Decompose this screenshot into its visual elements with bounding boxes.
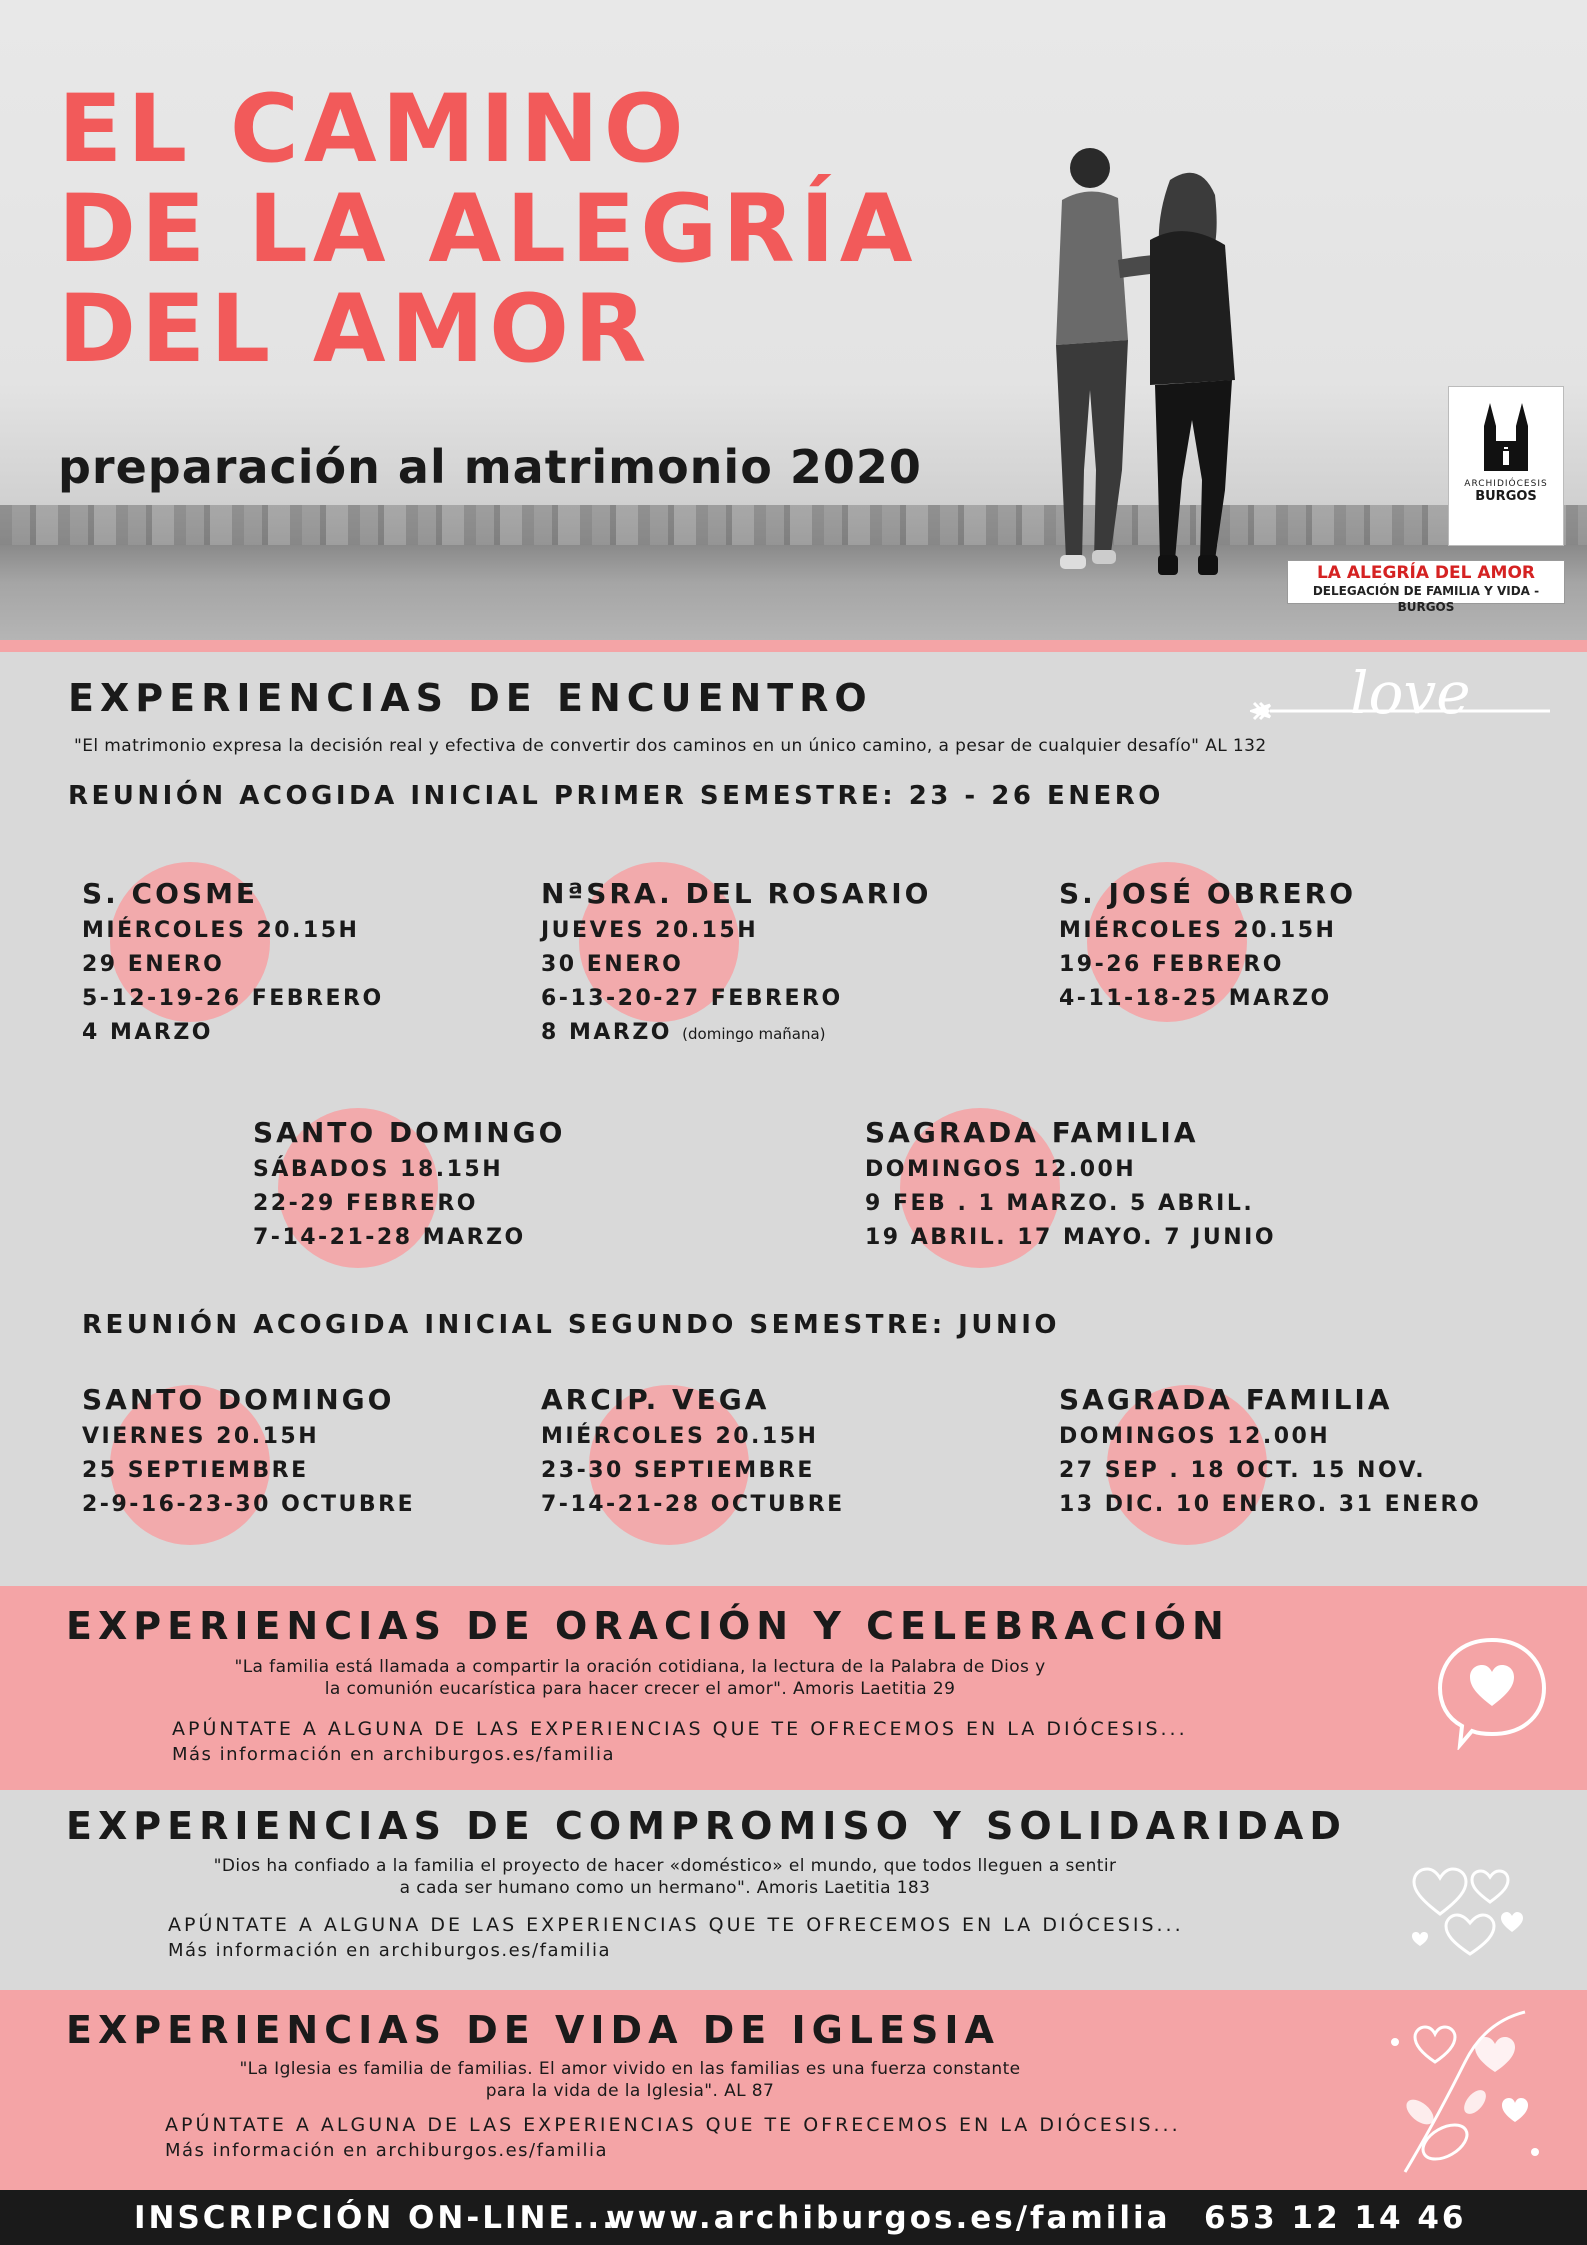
title-line-1: EL CAMINO [58, 75, 689, 184]
parish-line: 6-13-20-27 FEBRERO [541, 986, 843, 1011]
archdiocese-logo [1448, 386, 1564, 546]
parish-line: MIÉRCOLES 20.15H [82, 918, 360, 943]
love-word: love [1350, 659, 1471, 727]
quote-line: "Dios ha confiado a la familia el proyecto de hacer «doméstico» el mundo, que todos lleguen a sentir [213, 1856, 1117, 1876]
oracion-apuntate: APÚNTATE A ALGUNA DE LAS EXPERIENCIAS QUE TE OFRECEMOS EN LA DIÓCESIS... [172, 1718, 1188, 1740]
hero-photo [0, 0, 1587, 640]
quote-line: "La Iglesia es familia de familias. El amor vivido en las familias es una fuerza constante [239, 2059, 1021, 2079]
parish-name: SAGRADA FAMILIA [1059, 1383, 1393, 1416]
logo-small-text: ARCHIDIÓCESIS [1464, 479, 1548, 489]
parish-santo-domingo-1 [253, 1113, 565, 1255]
parish-name: SANTO DOMINGO [82, 1383, 395, 1416]
quote-line: la comunión eucarística para hacer crecer el amor". Amoris Laetitia 29 [324, 1679, 956, 1699]
floral-hearts-icon [1375, 2002, 1555, 2182]
parish-line: 23-30 SEPTIEMBRE [541, 1458, 815, 1483]
parish-line: MIÉRCOLES 20.15H [541, 1424, 819, 1449]
cathedral-icon [1476, 401, 1536, 471]
parish-name: S. JOSÉ OBRERO [1059, 877, 1357, 910]
parish-sagrada-familia-1 [865, 1113, 1276, 1255]
oracion-band [0, 1586, 1587, 1790]
parish-line: 4-11-18-25 MARZO [1059, 986, 1332, 1011]
love-arrow-icon [1250, 655, 1550, 735]
iglesia-title: EXPERIENCIAS DE VIDA DE IGLESIA [66, 2008, 1000, 2052]
delegation-line-1: LA ALEGRÍA DEL AMOR [1316, 563, 1536, 583]
compromiso-band [0, 1790, 1587, 1990]
oracion-title: EXPERIENCIAS DE ORACIÓN Y CELEBRACIÓN [66, 1604, 1230, 1648]
parish-line: JUEVES 20.15H [541, 918, 759, 943]
heart-speech-bubble-icon [1432, 1630, 1552, 1750]
quote-line: para la vida de la Iglesia". AL 87 [485, 2081, 775, 2101]
title-line-2: DE LA ALEGRÍA [58, 175, 918, 284]
parish-line: 9 FEB . 1 MARZO. 5 ABRIL. [865, 1191, 1255, 1216]
iglesia-quote [95, 2058, 1165, 2102]
parish-s-cosme [82, 874, 384, 1050]
quote-line: a cada ser humano como un hermano". Amoris Laetitia 183 [399, 1878, 931, 1898]
encuentro-title: EXPERIENCIAS DE ENCUENTRO [68, 676, 873, 720]
parish-line: SÁBADOS 18.15H [253, 1157, 504, 1182]
parish-line: 27 SEP . 18 OCT. 15 NOV. [1059, 1458, 1427, 1483]
parish-line: 29 ENERO [82, 952, 225, 977]
parish-name: S. COSME [82, 877, 259, 910]
hero-title [58, 75, 918, 384]
parish-line: 30 ENERO [541, 952, 684, 977]
second-semester-heading: REUNIÓN ACOGIDA INICIAL SEGUNDO SEMESTRE: JUNIO [82, 1310, 1060, 1340]
parish-line: 2-9-16-23-30 OCTUBRE [82, 1492, 416, 1517]
iglesia-apuntate: APÚNTATE A ALGUNA DE LAS EXPERIENCIAS QUE TE OFRECEMOS EN LA DIÓCESIS... [165, 2114, 1181, 2136]
parish-note: (domingo mañana) [682, 1025, 826, 1043]
quote-line: "La familia está llamada a compartir la oración cotidiana, la lectura de la Palabra de Dios y [234, 1657, 1046, 1677]
parish-line: 5-12-19-26 FEBRERO [82, 986, 384, 1011]
parish-name: ARCIP. VEGA [541, 1383, 770, 1416]
parish-line: 25 SEPTIEMBRE [82, 1458, 309, 1483]
compromiso-title: EXPERIENCIAS DE COMPROMISO Y SOLIDARIDAD [66, 1804, 1347, 1848]
iglesia-mas-info: Más información en archiburgos.es/familia [165, 2140, 609, 2161]
parish-sagrada-familia-2 [1059, 1380, 1481, 1522]
parish-line: 19 ABRIL. 17 MAYO. 7 JUNIO [865, 1225, 1277, 1250]
parish-line: 22-29 FEBRERO [253, 1191, 478, 1216]
compromiso-mas-info: Más información en archiburgos.es/familia [168, 1940, 612, 1961]
compromiso-apuntate: APÚNTATE A ALGUNA DE LAS EXPERIENCIAS QUE TE OFRECEMOS EN LA DIÓCESIS... [168, 1914, 1184, 1936]
encuentro-quote: "El matrimonio expresa la decisión real y efectiva de convertir dos caminos en un único camino, a pesar de cualquier desafío" AL 132 [74, 736, 1267, 756]
horizon-treeline [0, 505, 1587, 545]
parish-line: VIERNES 20.15H [82, 1424, 320, 1449]
oracion-mas-info: Más información en archiburgos.es/familia [172, 1744, 616, 1765]
parish-line: DOMINGOS 12.00H [865, 1157, 1137, 1182]
iglesia-band [0, 1990, 1587, 2190]
parish-line: 19-26 FEBRERO [1059, 952, 1284, 977]
parish-line [541, 1016, 931, 1051]
hero-subtitle: preparación al matrimonio 2020 [58, 440, 922, 494]
compromiso-quote [95, 1855, 1235, 1899]
footer-phone[interactable]: 653 12 14 46 [1204, 2200, 1467, 2236]
delegation-line-2: DELEGACIÓN DE FAMILIA Y VIDA - BURGOS [1312, 584, 1540, 614]
footer-inscripcion: INSCRIPCIÓN ON-LINE... [134, 2200, 617, 2236]
parish-line: 7-14-21-28 MARZO [253, 1225, 526, 1250]
parish-name: SAGRADA FAMILIA [865, 1116, 1199, 1149]
parish-s-jose-obrero [1059, 874, 1356, 1016]
parish-name: NªSRA. DEL ROSARIO [541, 877, 932, 910]
couple-walking-photo [1010, 140, 1270, 600]
footer [0, 2190, 1587, 2245]
footer-url-link[interactable]: www.archiburgos.es/familia [606, 2200, 1171, 2236]
parish-line: DOMINGOS 12.00H [1059, 1424, 1331, 1449]
title-line-3: DEL AMOR [58, 275, 652, 384]
parish-arcip-vega [541, 1380, 845, 1522]
parish-santo-domingo-2 [82, 1380, 415, 1522]
parish-line: 4 MARZO [82, 1020, 213, 1045]
logo-big-text: BURGOS [1475, 489, 1537, 504]
parish-name: SANTO DOMINGO [253, 1116, 566, 1149]
parish-rosario [541, 874, 931, 1051]
pink-separator [0, 640, 1587, 652]
parish-line: 13 DIC. 10 ENERO. 31 ENERO [1059, 1492, 1482, 1517]
oracion-quote [105, 1656, 1175, 1700]
first-semester-heading: REUNIÓN ACOGIDA INICIAL PRIMER SEMESTRE: 23 - 26 ENERO [68, 781, 1164, 811]
hearts-cluster-icon [1400, 1854, 1530, 1964]
parish-line-text: 8 MARZO [541, 1020, 672, 1045]
parish-line: 7-14-21-28 OCTUBRE [541, 1492, 845, 1517]
delegation-label [1287, 560, 1565, 614]
parish-line: MIÉRCOLES 20.15H [1059, 918, 1337, 943]
